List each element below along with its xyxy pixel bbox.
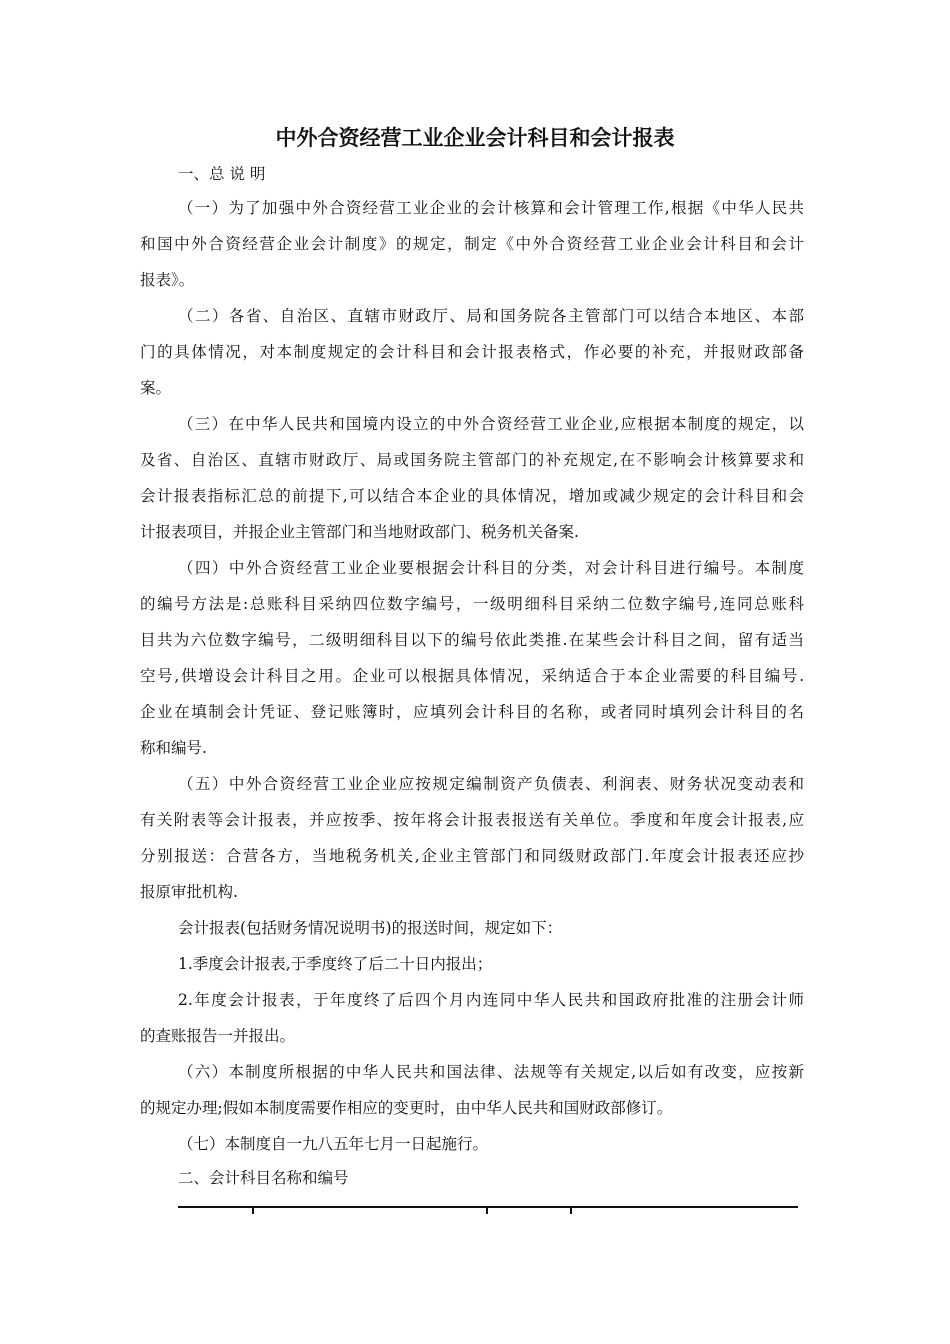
paragraph-line: 及省、自治区、直辖市财政厅、局或国务院主管部门的补充规定,在不影响会计核算要求和 xyxy=(140,451,804,469)
list-item: 2.年度会计报表，于年度终了后四个月内连同中华人民共和国政府批准的注册会计师 xyxy=(178,991,804,1009)
paragraph-line: 有关附表等会计报表，并应按季、按年将会计报表报送有关单位。季度和年度会计报表,应 xyxy=(140,811,804,829)
paragraph-line: 会计报表(包括财务情况说明书)的报送时间，规定如下： xyxy=(178,919,563,937)
paragraph-line: 和国中外合资经营企业会计制度》的规定，制定《中外合资经营工业企业会计科目和会计 xyxy=(140,235,804,253)
paragraph-line: 空号,供增设会计科目之用。企业可以根据具体情况，采纳适合于本企业需要的科目编号. xyxy=(140,667,804,685)
paragraph-line: 报原审批机构. xyxy=(140,883,238,901)
paragraph-line: 企业在填制会计凭证、登记账簿时，应填列会计科目的名称，或者同时填列会计科目的名 xyxy=(140,703,804,721)
paragraph-line: （一）为了加强中外合资经营工业企业的会计核算和会计管理工作,根据《中华人民共 xyxy=(178,199,804,217)
paragraph-line: （五）中外合资经营工业企业应按规定编制资产负债表、利润表、财务状况变动表和 xyxy=(178,775,804,793)
document-title: 中外合资经营工业企业会计科目和会计报表 xyxy=(275,126,675,150)
paragraph-line: 的编号方法是:总账科目采纳四位数字编号，一级明细科目采纳二位数字编号,连同总账科 xyxy=(140,595,804,613)
paragraph-line: 分别报送：合营各方，当地税务机关,企业主管部门和同级财政部门.年度会计报表还应抄 xyxy=(140,847,804,865)
table-column-divider xyxy=(570,1206,572,1214)
paragraph-line: （六）本制度所根据的中华人民共和国法律、法规等有关规定,以后如有改变，应按新 xyxy=(178,1063,804,1081)
table-column-divider xyxy=(486,1206,488,1214)
paragraph-line: 目共为六位数字编号，二级明细科目以下的编号依此类推.在某些会计科目之间，留有适当 xyxy=(140,631,804,649)
paragraph-line: 计报表项目，并报企业主管部门和当地财政部门、税务机关备案. xyxy=(140,523,579,541)
paragraph-line: 报表》。 xyxy=(140,271,195,289)
paragraph-line: 会计报表指标汇总的前提下,可以结合本企业的具体情况，增加或减少规定的会计科目和会 xyxy=(140,487,804,505)
table-column-divider xyxy=(252,1206,254,1214)
paragraph-line: （四）中外合资经营工业企业要根据会计科目的分类，对会计科目进行编号。本制度 xyxy=(178,559,804,577)
paragraph-line: （二）各省、自治区、直辖市财政厅、局和国务院各主管部门可以结合本地区、本部 xyxy=(178,307,804,325)
paragraph-line: 案。 xyxy=(140,379,172,397)
table-top-rule xyxy=(178,1206,798,1208)
section-heading-general: 一、总 说 明 xyxy=(178,165,266,183)
paragraph-line: 称和编号. xyxy=(140,739,207,757)
paragraph-line: 门的具体情况，对本制度规定的会计科目和会计报表格式，作必要的补充，并报财政部备 xyxy=(140,343,804,361)
paragraph-line: 的查账报告一并报出。 xyxy=(140,1027,296,1045)
paragraph-line: 的规定办理;假如本制度需要作相应的变更时，由中华人民共和国财政部修订。 xyxy=(140,1099,673,1117)
list-item: 1.季度会计报表,于季度终了后二十日内报出； xyxy=(178,955,493,973)
section-heading-accounts: 二、会计科目名称和编号 xyxy=(178,1169,349,1187)
paragraph-line: （七）本制度自一九八五年七月一日起施行。 xyxy=(178,1135,489,1153)
paragraph-line: （三）在中华人民共和国境内设立的中外合资经营工业企业,应根据本制度的规定，以 xyxy=(178,415,804,433)
